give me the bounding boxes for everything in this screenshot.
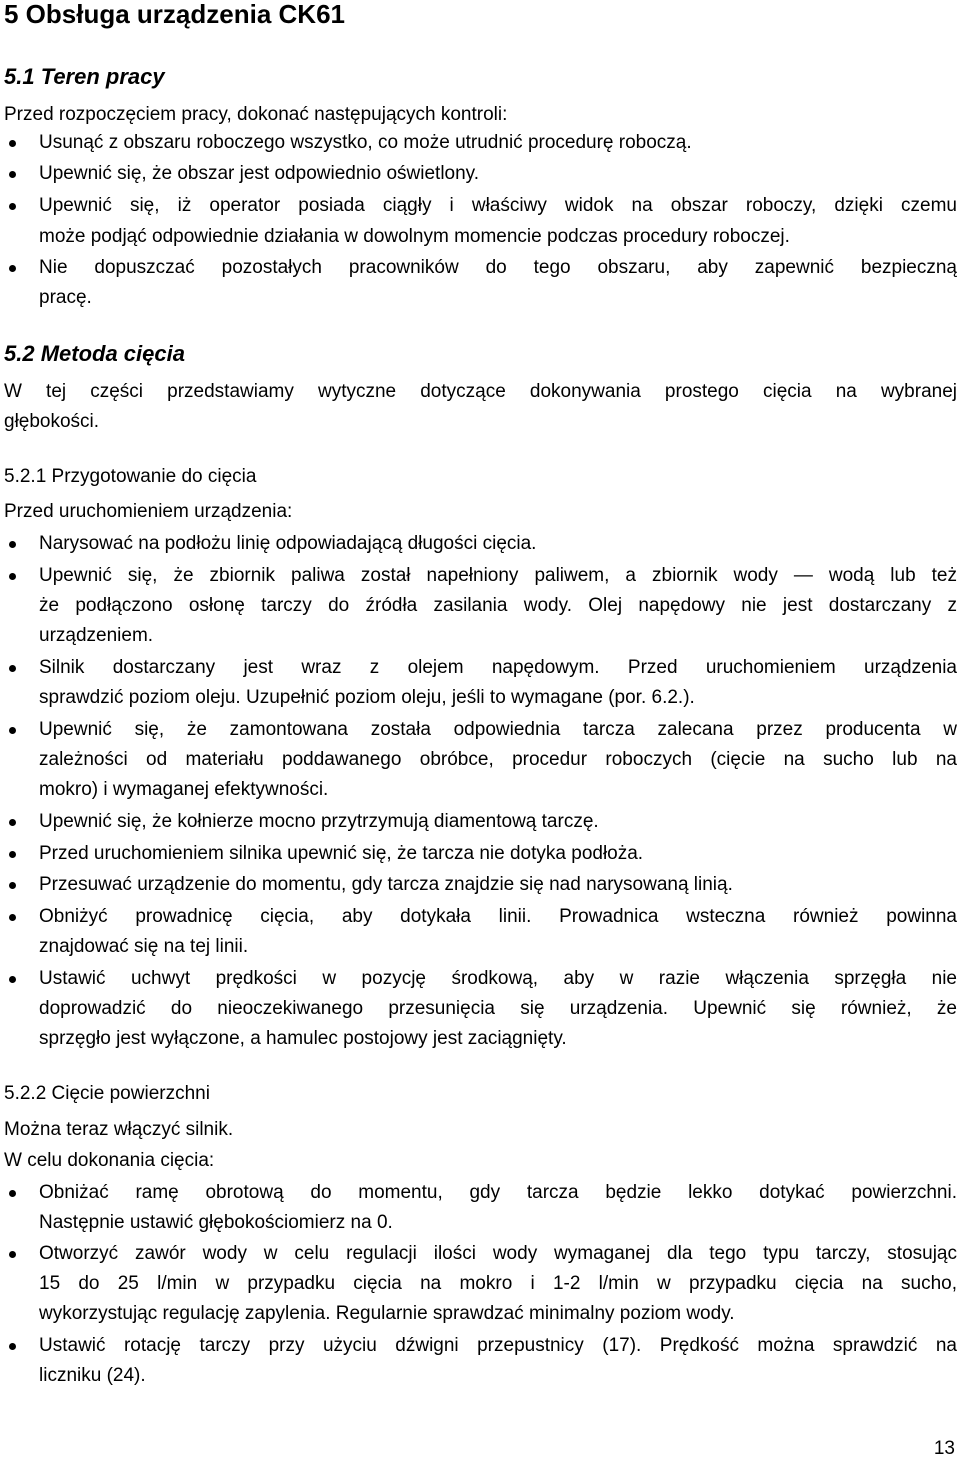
bullet-marker bbox=[9, 727, 16, 734]
bullet-marker bbox=[9, 203, 16, 210]
list-item-line: Następnie ustawić głębokościomierz na 0. bbox=[39, 1212, 393, 1233]
list-item-line: sprzęgło jest wyłączone, a hamulec postojowy jest zaciągnięty. bbox=[39, 1028, 567, 1049]
bullet-marker bbox=[9, 819, 16, 826]
list-item-line: wykorzystując regulację zapylenia. Regularnie sprawdzać minimalny poziom wody. bbox=[39, 1303, 735, 1324]
list-item-line: sprawdzić poziom oleju. Uzupełnić poziom oleju, jeśli to wymagane (por. 6.2.). bbox=[39, 687, 695, 708]
list-item-line: Otworzyć zawór wody w celu regulacji ilości wody wymaganej dla tego typu tarczy, stosując bbox=[39, 1243, 957, 1264]
list-item-line: Ustawić uchwyt prędkości w pozycję środkową, aby w razie włączenia sprzęgła nie bbox=[39, 968, 957, 989]
subsection-intro-5-2-2-line1: Można teraz włączyć silnik. bbox=[4, 1119, 234, 1140]
list-item-line: znajdować się na tej linii. bbox=[39, 936, 249, 957]
bullet-marker bbox=[9, 1343, 16, 1350]
list-item-line: mokro) i wymaganej efektywności. bbox=[39, 779, 329, 800]
page-number: 13 bbox=[933, 1438, 955, 1459]
bullet-marker bbox=[9, 265, 16, 272]
bullet-marker bbox=[9, 573, 16, 580]
section-title-5-1: 5.1 Teren pracy bbox=[4, 64, 165, 89]
list-item-line: Upewnić się, że kołnierze mocno przytrzymują diamentową tarczę. bbox=[39, 811, 599, 832]
bullet-marker bbox=[9, 976, 16, 983]
list-item-line: Upewnić się, że obszar jest odpowiednio oświetlony. bbox=[39, 163, 480, 184]
bullet-marker bbox=[9, 171, 16, 178]
subsection-title-5-2-2: 5.2.2 Cięcie powierzchni bbox=[4, 1083, 210, 1104]
list-item-line: pracę. bbox=[39, 287, 92, 308]
bullet-marker bbox=[9, 914, 16, 921]
list-item-line: Silnik dostarczany jest wraz z olejem napędowym. Przed uruchomieniem urządzenia bbox=[39, 657, 957, 678]
list-item-line: może podjąć odpowiednie działania w dowolnym momencie podczas procedury roboczej. bbox=[39, 226, 790, 247]
list-item-line: Upewnić się, iż operator posiada ciągły i właściwy widok na obszar roboczy, dzięki czemu bbox=[39, 195, 957, 216]
list-item-line: Upewnić się, że zbiornik paliwa został napełniony paliwem, a zbiornik wody — wodą lub też bbox=[39, 565, 957, 586]
list-item-line: liczniku (24). bbox=[39, 1365, 146, 1386]
bullet-marker bbox=[9, 882, 16, 889]
bullet-marker bbox=[9, 1190, 16, 1197]
list-item-line: zależności od materiału poddawanego obróbce, procedur roboczych (cięcie na sucho lub na bbox=[39, 749, 957, 770]
subsection-title-5-2-1: 5.2.1 Przygotowanie do cięcia bbox=[4, 466, 257, 487]
bullet-marker bbox=[9, 1251, 16, 1258]
list-item-line: Upewnić się, że zamontowana została odpowiednia tarcza zalecana przez producenta w bbox=[39, 719, 957, 740]
section-title-5-2: 5.2 Metoda cięcia bbox=[4, 341, 185, 366]
list-item-line: 15 do 25 l/min w przypadku cięcia na mokro i 1-2 l/min w przypadku cięcia na sucho, bbox=[39, 1273, 957, 1294]
section-intro-5-2-line: W tej części przedstawiamy wytyczne dotyczące dokonywania prostego cięcia na wybranej bbox=[4, 381, 957, 402]
section-intro-5-1: Przed rozpoczęciem pracy, dokonać następujących kontroli: bbox=[4, 104, 508, 125]
list-item-line: Obniżyć prowadnicę cięcia, aby dotykała linii. Prowadnica wsteczna również powinna bbox=[39, 906, 957, 927]
list-item-line: Obniżać ramę obrotową do momentu, gdy tarcza będzie lekko dotykać powierzchni. bbox=[39, 1182, 957, 1203]
list-item-line: Przed uruchomieniem silnika upewnić się, że tarcza nie dotyka podłoża. bbox=[39, 843, 644, 864]
list-item-line: Narysować na podłożu linię odpowiadającą długości cięcia. bbox=[39, 533, 537, 554]
subsection-intro-5-2-2-line2: W celu dokonania cięcia: bbox=[4, 1150, 215, 1171]
list-item-line: doprowadzić do nieoczekiwanego przesunięcia się urządzenia. Upewnić się również, że bbox=[39, 998, 957, 1019]
list-item-line: Ustawić rotację tarczy przy użyciu dźwigni przepustnicy (17). Prędkość można sprawdzić na bbox=[39, 1335, 957, 1356]
chapter-title: 5 Obsługa urządzenia CK61 bbox=[4, 0, 345, 29]
bullet-marker bbox=[9, 851, 16, 858]
bullet-marker bbox=[9, 665, 16, 672]
bullet-marker bbox=[9, 140, 16, 147]
list-item-line: Usunąć z obszaru roboczego wszystko, co może utrudnić procedurę roboczą. bbox=[39, 132, 692, 153]
subsection-intro-5-2-1: Przed uruchomieniem urządzenia: bbox=[4, 501, 293, 522]
section-intro-5-2-line: głębokości. bbox=[4, 411, 100, 432]
list-item-line: urządzeniem. bbox=[39, 625, 154, 646]
list-item-line: Nie dopuszczać pozostałych pracowników do tego obszaru, aby zapewnić bezpieczną bbox=[39, 257, 957, 278]
list-item-line: że podłączono osłonę tarczy do źródła zasilania wody. Olej napędowy nie jest dostarczany z bbox=[39, 595, 957, 616]
bullet-marker bbox=[9, 541, 16, 548]
list-item-line: Przesuwać urządzenie do momentu, gdy tarcza znajdzie się nad narysowaną linią. bbox=[39, 874, 733, 895]
